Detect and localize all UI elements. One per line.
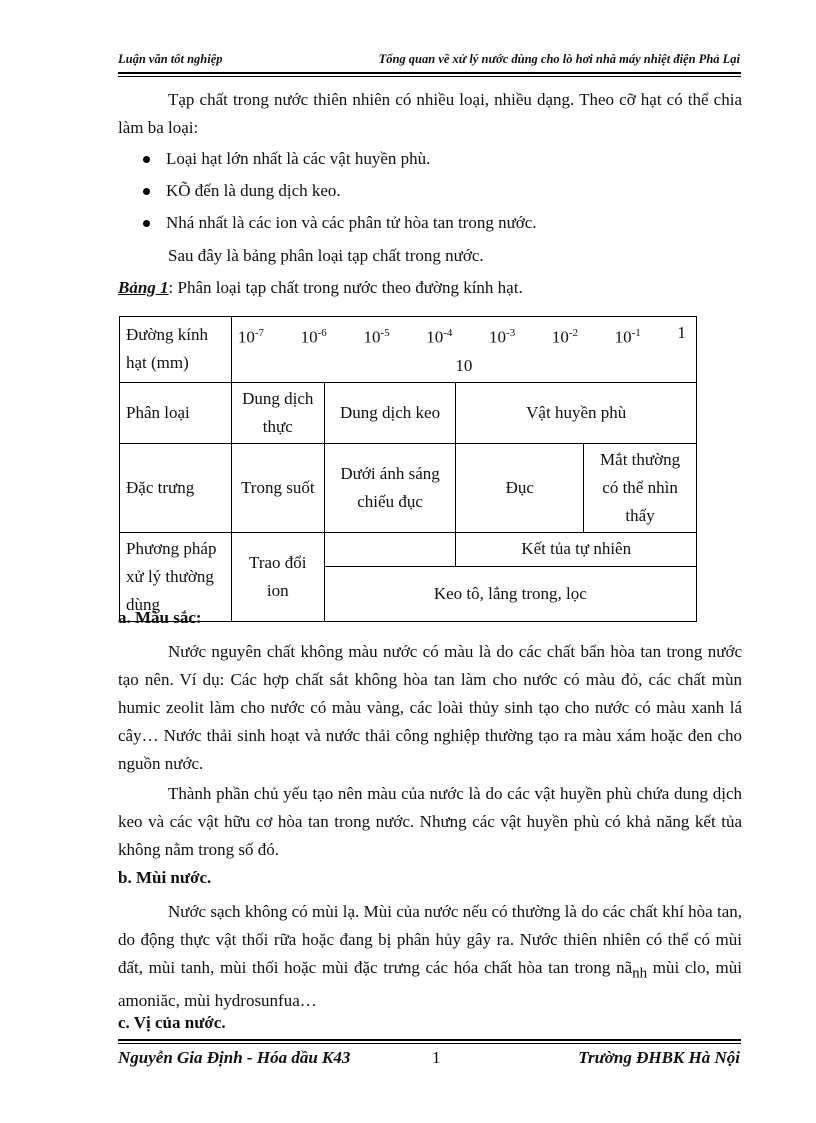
list-item: Nhá nhất là các ion và các phân tử hòa tan trong nước.	[140, 209, 740, 241]
page-footer	[118, 1048, 740, 1072]
section-a-paragraph-1: Nước nguyên chất không màu nước có màu là do các chất bẩn hòa tan trong nước tạo nên. Ví dụ: Các hợp chất sắt không hòa tan làm cho nước có màu đỏ, các chất mùn humic zeolit làm cho nước có màu vàng, các loài thủy sinh tạo cho nước có màu xanh lá cây… Nước thải sinh hoạt và nước thải công nghiệp thường tạo ra màu xám hoặc đen cho nguồn nước.	[118, 642, 742, 773]
header-rule-thin	[118, 76, 741, 77]
header-left: Luận văn tốt nghiệp	[118, 52, 223, 66]
row-label-diameter: Đường kính hạt (mm)	[120, 317, 232, 383]
exponent-scale	[238, 319, 690, 352]
header-rule	[118, 72, 741, 74]
section-c-title: c. Vị của nước.	[118, 1013, 226, 1032]
table-row	[120, 532, 697, 566]
table-cell: Dưới ánh sáng chiếu đục	[324, 443, 456, 532]
table-cell: Trao đổi ion	[231, 532, 324, 621]
table-row	[120, 382, 697, 443]
intro-paragraph: Tạp chất trong nước thiên nhiên có nhiều loại, nhiều dạng. Theo cỡ hạt có thể chia làm ba loại:	[118, 90, 742, 137]
bullet-icon	[143, 156, 150, 163]
table-row	[120, 317, 697, 383]
footer-rule-thin	[118, 1043, 741, 1044]
table-cell: Kết tủa tự nhiên	[456, 532, 697, 566]
table-row	[120, 443, 697, 532]
caption-label: Bảng 1	[118, 278, 169, 297]
exp-item: $10^{-5}$	[363, 327, 390, 347]
table-cell: Mắt thường có thể nhìn thấy	[584, 443, 697, 532]
table-cell: Keo tô, lắng trong, lọc	[324, 566, 696, 621]
footer-rule	[118, 1039, 741, 1041]
row-label-method: Phương pháp xử lý thường dùng	[120, 532, 232, 621]
exp-wrap-value: 10	[455, 355, 473, 375]
page-header	[118, 50, 740, 70]
exp-item: $10^{-2}$	[551, 327, 578, 347]
list-item: KÕ đến là dung dịch keo.	[140, 177, 740, 209]
bullet-icon	[143, 188, 150, 195]
list-item: Loại hạt lớn nhất là các vật huyền phù.	[140, 145, 740, 177]
table-cell: Dung dịch keo	[324, 382, 456, 443]
footer-school: Trường ĐHBK Hà Nội	[578, 1048, 740, 1067]
table-cell: Trong suốt	[231, 443, 324, 532]
exp-item: 1	[677, 323, 686, 342]
caption-text: : Phân loại tạp chất trong nước theo đường kính hạt.	[168, 278, 523, 297]
section-b-paragraph-1: Nước sạch không có mùi lạ. Mùi của nước nếu có thường là do các chất khí hòa tan, do động thực vật thối rữa hoặc đang bị phân hủy gây ra. Nước thiên nhiên có thể có mùi đất, mùi tanh, mùi thối hoặc mùi đặc trưng các hóa chất hòa tan trong $nã_{nh}$ mùi clo, mùi amoniăc, mùi hydrosunfua…	[118, 902, 742, 1011]
exp-item: $10^{-6}$	[300, 327, 327, 347]
section-b-title: b. Mùi nước.	[118, 868, 212, 887]
exp-item: $10^{-1}$	[614, 327, 641, 347]
table-cell-empty	[324, 532, 456, 566]
exp-item: $10^{-4}$	[426, 327, 453, 347]
diameter-scale	[231, 317, 696, 383]
bullet-icon	[143, 220, 150, 227]
table-cell: Vật huyền phù	[456, 382, 697, 443]
exp-item: $10^{-3}$	[489, 327, 516, 347]
footer-author: Nguyễn Gia Định - Hóa dầu K43	[118, 1048, 351, 1067]
classification-table	[119, 316, 697, 622]
header-right: Tổng quan về xử lý nước dùng cho lò hơi nhà máy nhiệt điện Phả Lại	[378, 52, 740, 66]
row-label-class: Phân loại	[120, 382, 232, 443]
table-caption	[118, 276, 523, 300]
exp-item: $10^{-7}$	[237, 327, 265, 347]
page-number: 1	[432, 1048, 441, 1067]
section-a-paragraph-2: Thành phần chủ yếu tạo nên màu của nước là do các vật huyền phù chứa dung dịch keo và các vật hữu cơ hòa tan trong nước. Nhưng các vật huyền phù có khả năng kết tủa không nằm trong số đó.	[118, 784, 742, 859]
section-a-title: a. Màu sắc:	[118, 608, 202, 627]
row-label-feature: Đặc trưng	[120, 443, 232, 532]
after-bullets-paragraph: Sau đây là bảng phân loại tạp chất trong nước.	[168, 246, 484, 265]
table-cell: Đục	[456, 443, 584, 532]
bullet-list	[140, 145, 740, 241]
table-cell: Dung dịch thực	[231, 382, 324, 443]
